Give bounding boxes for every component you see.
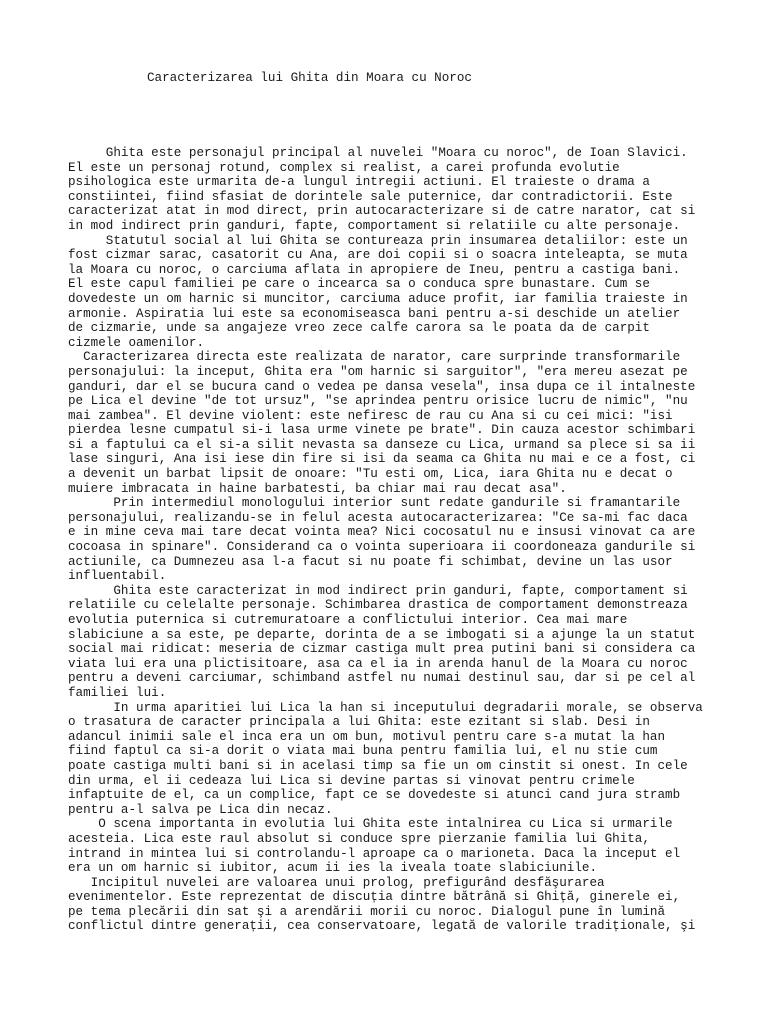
text-line: slabiciune a sa este, pe departe, dorinta de a se imbogati si a ajunge la un statut xyxy=(68,627,696,642)
text-line: O scena importanta in evolutia lui Ghita este intalnirea cu Lica si urmarile xyxy=(68,817,673,832)
text-line: pentru a-l salva pe Lica din necaz. xyxy=(68,802,333,817)
text-line: la Moara cu noroc, o carciuma aflata in apropiere de Ineu, pentru a castiga bani. xyxy=(68,262,681,277)
text-line: din urma, el ii cedeaza lui Lica si devine partas si vinovat pentru crimele xyxy=(68,773,635,788)
text-line: Statutul social al lui Ghita se contureaza prin insumarea detaliilor: este un xyxy=(68,233,688,248)
text-line: era un om harnic si iubitor, acum ii ies la iveala toate slabiciunile. xyxy=(68,861,598,876)
text-line: cocoasa in spinare". Considerand ca o vointa superioara ii coordoneaza gandurile si xyxy=(68,540,696,555)
text-line: intrand in mintea lui si controlandu-l aproape ca o marioneta. Daca la inceput el xyxy=(68,846,681,861)
text-line: pe Lica el devine "de tot ursuz", "se aprindea pentru orisice lucru de nimic", "nu xyxy=(68,394,688,409)
text-line: actiunile, ca Dumnezeu asa l-a facut si nu poate fi schimbat, devine un las usor xyxy=(68,554,673,569)
text-line: infaptuite de el, ca un complice, fapt ce se dovedeste si atunci cand jura stramb xyxy=(68,788,681,803)
document-title: Caracterizarea lui Ghita din Moara cu Noroc xyxy=(147,71,472,85)
text-line: o trasatura de caracter principala a lui Ghita: este ezitant si slab. Desi in xyxy=(68,715,650,730)
text-line: lase singuri, Ana isi iese din fire si isi da seama ca Ghita nu mai e ce a fost, ci xyxy=(68,452,696,467)
text-line: e in mine ceva mai tare decat vointa mea? Nici cocosatul nu e insusi vinovat ca are xyxy=(68,525,696,540)
text-line: pierdea lesne cumpatul si-i lasa urme vinete pe brate". Din cauza acestor schimbari xyxy=(68,423,696,438)
text-line: Incipitul nuvelei are valoarea unui prolog, prefigurând desfăşurarea xyxy=(68,875,605,890)
text-line: psihologica este urmarita de-a lungul intregii actiuni. El traieste o drama a xyxy=(68,175,650,190)
text-line: In urma aparitiei lui Lica la han si inceputului degradarii morale, se observa xyxy=(68,700,703,715)
text-line: relatiile cu celelalte personaje. Schimbarea drastica de comportament demonstreaza xyxy=(68,598,688,613)
text-line: conflictul dintre generații, cea conservatoare, legată de valorile tradiționale, şi xyxy=(68,919,696,934)
text-line: a devenit un barbat lipsit de onoare: "Tu esti om, Lica, iara Ghita nu e decat o xyxy=(68,467,673,482)
text-line: Caracterizarea directa este realizata de narator, care surprinde transformarile xyxy=(68,350,681,365)
text-line: Ghita este personajul principal al nuvelei "Moara cu noroc", de Ioan Slavici. xyxy=(68,146,688,160)
document-body xyxy=(68,146,758,934)
text-line: ganduri, dar el se bucura cand o vedea pe dansa vesela", insa dupa ce il intalneste xyxy=(68,379,696,394)
text-line: personajului: la inceput, Ghita era "om harnic si sarguitor", "era mereu asezat pe xyxy=(68,364,688,379)
text-line: caracterizat atat in mod direct, prin autocaracterizare si de catre narator, cat si xyxy=(68,204,696,219)
text-line: influentabil. xyxy=(68,569,167,584)
text-line: evenimentelor. Este reprezentat de discuția dintre bătrână si Ghiță, ginerele ei, xyxy=(68,890,681,905)
text-line: social mai ridicat: meseria de cizmar castiga mult prea putini bani si considera ca xyxy=(68,642,696,657)
text-line: mai zambea". El devine violent: este nefiresc de rau cu Ana si cu cei mici: "isi xyxy=(68,408,673,423)
text-line: in mod indirect prin ganduri, fapte, comportament si relatiile cu alte personaje. xyxy=(68,218,681,233)
text-line: acesteia. Lica este raul absolut si conduce spre pierzanie familia lui Ghita, xyxy=(68,831,650,846)
text-line: pe tema plecării din sat şi a arendării morii cu noroc. Dialogul pune în lumină xyxy=(68,904,666,919)
text-line: adancul inimii sale el inca era un om bun, motivul pentru care s-a mutat la han xyxy=(68,729,666,744)
text-line: constiintei, fiind sfasiat de dorintele sale puternice, dar contradictorii. Este xyxy=(68,189,673,204)
text-line: armonie. Aspiratia lui este sa economiseasca bani pentru a-si deschide un atelier xyxy=(68,306,681,321)
text-line: viata lui era una plictisitoare, asa ca el ia in arenda hanul de la Moara cu noroc xyxy=(68,656,688,671)
text-line: dovedeste un om harnic si muncitor, carciuma aduce profit, iar familia traieste in xyxy=(68,291,688,306)
text-line: muiere imbracata in haine barbatesti, ba chiar mai rau decat asa". xyxy=(68,481,567,496)
text-line: Ghita este caracterizat in mod indirect prin ganduri, fapte, comportament si xyxy=(68,583,688,598)
text-line: El este un personaj rotund, complex si realist, a carei profunda evolutie xyxy=(68,160,620,175)
text-line: El este capul familiei pe care o incearca sa o conduca spre bunastare. Cum se xyxy=(68,277,650,292)
text-line: pentru a deveni carciumar, schimband astfel nu numai destinul sau, dar si pe cel al xyxy=(68,671,696,686)
text-line: si a faptului ca el si-a silit nevasta sa danseze cu Lica, urmand sa plece si sa ii xyxy=(68,437,696,452)
text-line: cizmele oamenilor. xyxy=(68,335,205,350)
text-line: evolutia puternica si cutremuratoare a conflictului interior. Cea mai mare xyxy=(68,613,628,627)
text-line: Prin intermediul monologului interior sunt redate gandurile si framantarile xyxy=(68,496,681,511)
text-line: de cizmarie, unde sa angajeze vreo zece calfe carora sa le poata da de carpit xyxy=(68,321,650,336)
text-line: fiind faptul ca si-a dorit o viata mai buna pentru familia lui, el nu stie cum xyxy=(68,744,658,759)
text-line: familiei lui. xyxy=(68,685,167,700)
text-line: poate castiga multi bani si in acelasi timp sa fie un om cinstit si onest. In cele xyxy=(68,758,688,773)
text-line: personajului, realizandu-se in felul acesta autocaracterizarea: "Ce sa-mi fac daca xyxy=(68,510,688,525)
text-line: fost cizmar sarac, casatorit cu Ana, are doi copii si o soacra inteleapta, se muta xyxy=(68,248,688,263)
